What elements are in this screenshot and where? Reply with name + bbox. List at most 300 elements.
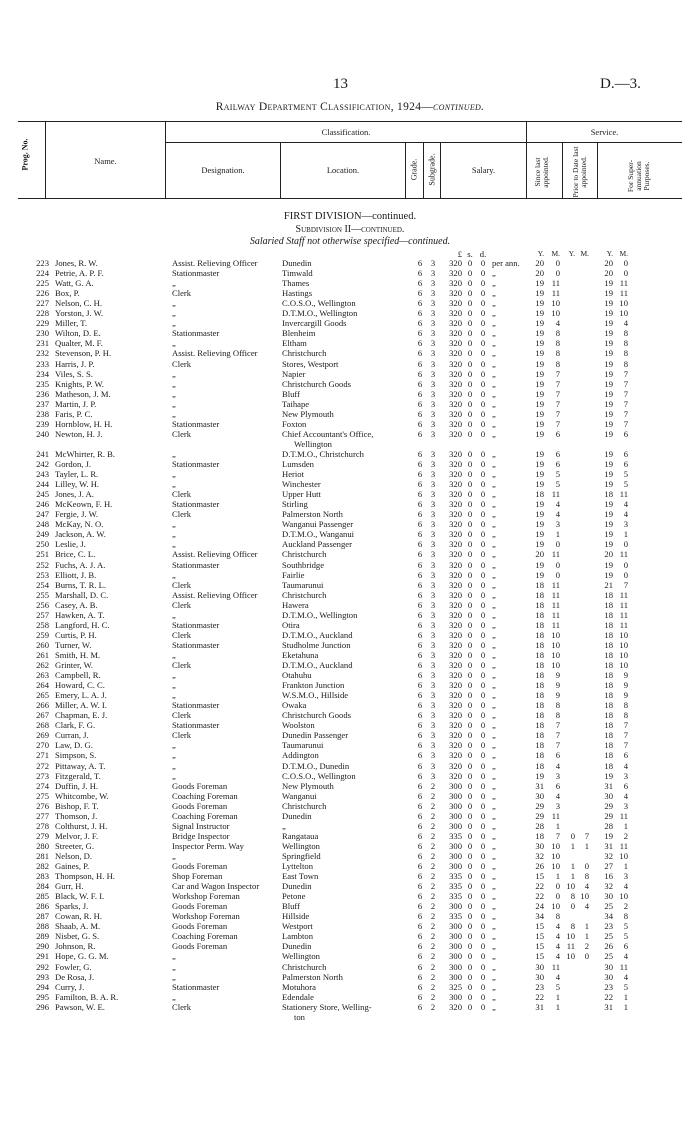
cell-salary-shillings: 0 bbox=[467, 760, 473, 771]
cell-since-years: 18 bbox=[535, 720, 544, 731]
cell-super-years: 19 bbox=[604, 388, 613, 399]
cell-location: Hastings bbox=[282, 288, 313, 299]
cell-prior-years: 1 bbox=[570, 861, 575, 871]
table-row bbox=[0, 640, 700, 650]
cell-super-years: 18 bbox=[604, 730, 613, 741]
cell-location: Thames bbox=[282, 278, 310, 289]
cell-since-years: 18 bbox=[535, 730, 544, 741]
cell-salary-pounds: 320 bbox=[449, 448, 462, 459]
cell-salary-pounds: 320 bbox=[449, 700, 462, 711]
cell-super-months: 6 bbox=[623, 459, 628, 469]
cell-subgrade: 2 bbox=[430, 951, 436, 962]
cell-subgrade: 3 bbox=[430, 539, 436, 550]
cell-location: Taumarunui bbox=[282, 579, 324, 590]
cell-subgrade: 3 bbox=[430, 559, 436, 570]
cell-subgrade: 2 bbox=[430, 921, 436, 932]
cell-prior-months: 4 bbox=[584, 901, 589, 912]
cell-salary-shillings: 0 bbox=[467, 629, 473, 640]
cell-super-months: 11 bbox=[619, 810, 628, 821]
cell-prog-no: 272 bbox=[36, 760, 49, 771]
cell-salary-pounds: 320 bbox=[449, 268, 462, 279]
cell-grade: 6 bbox=[417, 820, 423, 831]
cell-grade: 6 bbox=[417, 649, 423, 660]
cell-prior-months: 0 bbox=[584, 951, 589, 962]
cell-grade: 6 bbox=[417, 358, 423, 369]
cell-location: Winchester bbox=[282, 479, 321, 490]
cell-subgrade: 3 bbox=[430, 499, 436, 510]
cell-location: Dunedin bbox=[282, 258, 312, 268]
cell-salary-shillings: 0 bbox=[467, 710, 473, 721]
cell-name: Nelson, C. H. bbox=[55, 298, 103, 309]
cell-subgrade: 2 bbox=[430, 820, 436, 831]
cell-since-months: 11 bbox=[551, 288, 560, 299]
cell-location: Dunedin bbox=[282, 941, 312, 952]
cell-salary-period: „ bbox=[492, 549, 496, 560]
cell-grade: 6 bbox=[417, 760, 423, 771]
cell-since-months: 4 bbox=[555, 790, 560, 801]
cell-prior-years: 11 bbox=[566, 941, 575, 952]
cell-since-years: 19 bbox=[535, 469, 544, 480]
cell-subgrade: 3 bbox=[430, 479, 436, 490]
cell-salary-period: „ bbox=[492, 871, 496, 882]
cell-since-months: 4 bbox=[555, 921, 560, 932]
cell-name: Curry, J. bbox=[55, 981, 85, 992]
cell-name: McKay, N. O. bbox=[55, 519, 104, 530]
table-row bbox=[0, 941, 700, 951]
cell-grade: 6 bbox=[417, 288, 423, 299]
cell-designation: Clerk bbox=[172, 509, 192, 520]
cell-grade: 6 bbox=[417, 388, 423, 399]
cell-grade: 6 bbox=[417, 961, 423, 972]
cell-salary-shillings: 0 bbox=[467, 519, 473, 530]
cell-subgrade: 3 bbox=[430, 418, 436, 429]
cell-since-months: 7 bbox=[555, 720, 560, 731]
cell-subgrade: 3 bbox=[430, 690, 436, 701]
cell-super-years: 21 bbox=[604, 579, 613, 590]
cell-subgrade: 3 bbox=[430, 720, 436, 731]
cell-subgrade: 3 bbox=[430, 408, 436, 419]
cell-subgrade: 3 bbox=[430, 489, 436, 500]
cell-grade: 6 bbox=[417, 921, 423, 932]
cell-subgrade: 3 bbox=[430, 469, 436, 480]
cell-super-years: 31 bbox=[604, 1001, 613, 1012]
cell-location: Chief Accountant's Office, bbox=[282, 428, 374, 439]
cell-salary-pence: 0 bbox=[480, 670, 486, 681]
cell-location: Bluff bbox=[282, 901, 300, 912]
cell-salary-period: „ bbox=[492, 881, 496, 892]
table-row bbox=[0, 781, 700, 791]
table-row bbox=[0, 429, 700, 439]
cell-since-months: 5 bbox=[555, 479, 560, 490]
cell-prog-no: 283 bbox=[36, 871, 49, 882]
cell-salary-period: „ bbox=[492, 589, 496, 600]
cell-grade: 6 bbox=[417, 579, 423, 590]
cell-salary-shillings: 0 bbox=[467, 589, 473, 600]
cell-salary-period: „ bbox=[492, 559, 496, 570]
cell-designation: Stationmaster bbox=[172, 619, 220, 630]
cell-since-years: 18 bbox=[535, 619, 544, 630]
cell-salary-pounds: 320 bbox=[449, 388, 462, 399]
cell-super-months: 9 bbox=[623, 690, 628, 701]
cell-designation: Clerk bbox=[172, 629, 192, 640]
cell-salary-shillings: 0 bbox=[467, 398, 473, 409]
cell-since-years: 19 bbox=[535, 398, 544, 409]
cell-salary-period: „ bbox=[492, 278, 496, 289]
cell-super-years: 18 bbox=[604, 589, 613, 600]
cell-location: Eltham bbox=[282, 338, 307, 349]
cell-salary-pounds: 320 bbox=[449, 579, 462, 590]
cell-location: Christchurch bbox=[282, 589, 327, 600]
cell-prior-years: 10 bbox=[566, 931, 575, 942]
cell-super-months: 7 bbox=[623, 730, 628, 741]
cell-super-years: 19 bbox=[604, 358, 613, 369]
cell-prior-years: 10 bbox=[566, 881, 575, 892]
cell-subgrade: 3 bbox=[430, 358, 436, 369]
cell-salary-pounds: 320 bbox=[449, 348, 462, 359]
cell-super-months: 1 bbox=[623, 861, 628, 871]
cell-salary-pence: 0 bbox=[480, 579, 486, 590]
cell-prog-no: 274 bbox=[36, 780, 49, 791]
location-continuation: Wellington bbox=[294, 438, 332, 449]
cell-location: D.T.M.O., Dunedin bbox=[282, 760, 350, 771]
cell-salary-pounds: 320 bbox=[449, 690, 462, 701]
cell-salary-shillings: 0 bbox=[467, 569, 473, 580]
cell-grade: 6 bbox=[417, 599, 423, 610]
cell-name: Law, D. G. bbox=[55, 740, 93, 751]
unit-pence: d. bbox=[479, 249, 487, 259]
cell-location: Frankton Junction bbox=[282, 680, 345, 691]
cell-since-months: 11 bbox=[551, 589, 560, 600]
cell-location: Christchurch Goods bbox=[282, 378, 351, 389]
cell-salary-period: „ bbox=[492, 690, 496, 701]
cell-salary-pounds: 320 bbox=[449, 770, 462, 781]
cell-subgrade: 3 bbox=[430, 760, 436, 771]
cell-grade: 6 bbox=[417, 830, 423, 841]
cell-since-years: 18 bbox=[535, 700, 544, 711]
cell-designation: „ bbox=[172, 519, 176, 530]
cell-salary-pounds: 300 bbox=[449, 941, 462, 952]
cell-prog-no: 285 bbox=[36, 891, 49, 902]
cell-salary-pounds: 300 bbox=[449, 921, 462, 932]
cell-grade: 6 bbox=[417, 589, 423, 600]
cell-super-years: 19 bbox=[604, 378, 613, 389]
table-row bbox=[0, 710, 700, 720]
cell-location: D.T.M.O., Wellington bbox=[282, 308, 358, 319]
cell-since-months: 11 bbox=[551, 961, 560, 972]
cell-grade: 6 bbox=[417, 489, 423, 500]
cell-salary-pence: 0 bbox=[480, 629, 486, 640]
cell-designation: „ bbox=[172, 469, 176, 480]
cell-salary-pence: 0 bbox=[480, 358, 486, 369]
cell-designation: Stationmaster bbox=[172, 418, 220, 429]
cell-subgrade: 3 bbox=[430, 428, 436, 439]
cell-salary-period: „ bbox=[492, 911, 496, 922]
cell-salary-period: „ bbox=[492, 418, 496, 429]
cell-super-months: 0 bbox=[623, 539, 628, 550]
cell-prior-months: 1 bbox=[584, 931, 589, 942]
cell-since-years: 18 bbox=[535, 680, 544, 691]
cell-subgrade: 3 bbox=[430, 288, 436, 299]
cell-subgrade: 2 bbox=[430, 810, 436, 821]
cell-salary-pounds: 320 bbox=[449, 549, 462, 560]
cell-since-years: 19 bbox=[535, 408, 544, 419]
cell-salary-pounds: 320 bbox=[449, 619, 462, 630]
cell-salary-pence: 0 bbox=[480, 509, 486, 520]
cell-grade: 6 bbox=[417, 529, 423, 540]
table-row bbox=[0, 740, 700, 750]
cell-salary-shillings: 0 bbox=[467, 861, 473, 871]
table-row bbox=[0, 539, 700, 549]
cell-location: Stores, Westport bbox=[282, 358, 339, 369]
cell-grade: 6 bbox=[417, 539, 423, 550]
cell-designation: Goods Foreman bbox=[172, 921, 228, 932]
cell-super-years: 19 bbox=[604, 529, 613, 540]
cell-super-months: 10 bbox=[619, 850, 628, 861]
cell-salary-period: „ bbox=[492, 308, 496, 319]
cell-location: „ bbox=[282, 820, 286, 831]
cell-salary-pounds: 300 bbox=[449, 840, 462, 851]
cell-super-years: 19 bbox=[604, 569, 613, 580]
cell-salary-period: „ bbox=[492, 599, 496, 610]
cell-salary-pounds: 335 bbox=[449, 871, 462, 882]
cell-name: Martin, J. P. bbox=[55, 398, 97, 409]
cell-super-months: 6 bbox=[623, 428, 628, 439]
cell-salary-period: „ bbox=[492, 790, 496, 801]
cell-super-months: 3 bbox=[623, 800, 628, 811]
header-superannuation: For Super-annuation Purposes. bbox=[626, 159, 651, 193]
cell-designation: Stationmaster bbox=[172, 459, 220, 469]
cell-since-years: 18 bbox=[535, 760, 544, 771]
cell-super-months: 7 bbox=[623, 740, 628, 751]
cell-super-years: 19 bbox=[604, 338, 613, 349]
cell-salary-shillings: 0 bbox=[467, 891, 473, 902]
cell-location: Rangataua bbox=[282, 830, 319, 841]
cell-location: Petone bbox=[282, 891, 306, 902]
cell-since-months: 7 bbox=[555, 418, 560, 429]
cell-name: Jackson, A. W. bbox=[55, 529, 106, 540]
cell-salary-period: „ bbox=[492, 800, 496, 811]
cell-location: Woolston bbox=[282, 720, 315, 731]
cell-salary-shillings: 0 bbox=[467, 408, 473, 419]
cell-location: Timwald bbox=[282, 268, 313, 279]
cell-since-years: 31 bbox=[535, 780, 544, 791]
cell-designation: Stationmaster bbox=[172, 268, 220, 279]
cell-subgrade: 2 bbox=[430, 830, 436, 841]
cell-name: McKeown, F. H. bbox=[55, 499, 113, 510]
cell-salary-pence: 0 bbox=[480, 750, 486, 761]
cell-salary-pence: 0 bbox=[480, 840, 486, 851]
cell-salary-period: „ bbox=[492, 750, 496, 761]
cell-super-months: 11 bbox=[619, 599, 628, 610]
table-row bbox=[0, 389, 700, 399]
cell-location: Heriot bbox=[282, 469, 304, 480]
cell-prog-no: 294 bbox=[36, 981, 49, 992]
cell-designation: Goods Foreman bbox=[172, 901, 228, 912]
cell-name: Fergie, J. W. bbox=[55, 509, 99, 520]
cell-since-months: 0 bbox=[555, 268, 560, 279]
cell-prior-months: 7 bbox=[584, 830, 589, 841]
header-designation: Designation. bbox=[201, 165, 245, 175]
cell-salary-shillings: 0 bbox=[467, 539, 473, 550]
cell-salary-period: „ bbox=[492, 509, 496, 520]
cell-salary-shillings: 0 bbox=[467, 941, 473, 952]
cell-grade: 6 bbox=[417, 408, 423, 419]
cell-subgrade: 3 bbox=[430, 660, 436, 670]
cell-name: Hornblow, H. H. bbox=[55, 418, 113, 429]
cell-prog-no: 260 bbox=[36, 639, 49, 650]
table-row bbox=[0, 761, 700, 771]
table-row bbox=[0, 861, 700, 871]
cell-super-months: 7 bbox=[623, 388, 628, 399]
cell-salary-pounds: 300 bbox=[449, 951, 462, 962]
cell-subgrade: 3 bbox=[430, 710, 436, 721]
cell-since-years: 22 bbox=[535, 891, 544, 902]
cell-salary-pence: 0 bbox=[480, 609, 486, 620]
cell-since-months: 9 bbox=[555, 680, 560, 691]
cell-super-years: 18 bbox=[604, 489, 613, 500]
cell-super-years: 19 bbox=[604, 298, 613, 309]
cell-location: Owaka bbox=[282, 700, 307, 711]
cell-since-months: 11 bbox=[551, 489, 560, 500]
cell-since-years: 19 bbox=[535, 499, 544, 510]
table-row bbox=[0, 911, 700, 921]
cell-designation: „ bbox=[172, 649, 176, 660]
cell-designation: Stationmaster bbox=[172, 981, 220, 992]
cell-subgrade: 3 bbox=[430, 348, 436, 359]
cell-salary-pounds: 300 bbox=[449, 931, 462, 942]
cell-salary-pence: 0 bbox=[480, 961, 486, 972]
cell-since-months: 7 bbox=[555, 378, 560, 389]
cell-super-months: 5 bbox=[623, 931, 628, 942]
cell-subgrade: 3 bbox=[430, 649, 436, 660]
cell-prog-no: 270 bbox=[36, 740, 49, 751]
cell-prog-no: 236 bbox=[36, 388, 49, 399]
cell-grade: 6 bbox=[417, 328, 423, 339]
unit-years: Y. bbox=[606, 249, 613, 258]
cell-designation: Assist. Relieving Officer bbox=[172, 589, 258, 600]
cell-prog-no: 259 bbox=[36, 629, 49, 640]
cell-super-months: 4 bbox=[623, 951, 628, 962]
cell-salary-shillings: 0 bbox=[467, 700, 473, 711]
cell-name: Streeter, G. bbox=[55, 840, 95, 851]
cell-salary-period: „ bbox=[492, 720, 496, 731]
cell-designation: „ bbox=[172, 408, 176, 419]
cell-super-months: 7 bbox=[623, 579, 628, 590]
cell-name: Fuchs, A. J. A. bbox=[55, 559, 106, 570]
cell-location: Taumarunui bbox=[282, 740, 324, 751]
cell-super-years: 19 bbox=[604, 398, 613, 409]
cell-super-years: 19 bbox=[604, 418, 613, 429]
cell-grade: 6 bbox=[417, 318, 423, 329]
cell-name: Familton, B. A. R. bbox=[55, 991, 119, 1002]
cell-since-months: 6 bbox=[555, 428, 560, 439]
cell-super-years: 19 bbox=[604, 448, 613, 459]
cell-location: Westport bbox=[282, 921, 313, 932]
cell-salary-shillings: 0 bbox=[467, 378, 473, 389]
cell-grade: 6 bbox=[417, 931, 423, 942]
table-row bbox=[0, 499, 700, 509]
cell-designation: Shop Foreman bbox=[172, 871, 223, 882]
cell-subgrade: 2 bbox=[430, 911, 436, 922]
cell-designation: „ bbox=[172, 750, 176, 761]
cell-name: Nelson, D. bbox=[55, 850, 92, 861]
cell-location: Fairlie bbox=[282, 569, 305, 580]
cell-since-years: 19 bbox=[535, 509, 544, 520]
cell-super-years: 19 bbox=[604, 479, 613, 490]
cell-grade: 6 bbox=[417, 670, 423, 681]
cell-salary-shillings: 0 bbox=[467, 850, 473, 861]
cell-super-years: 28 bbox=[604, 820, 613, 831]
cell-location: Wanganui Passenger bbox=[282, 519, 354, 530]
cell-name: Turner, W. bbox=[55, 639, 92, 650]
cell-since-months: 6 bbox=[555, 448, 560, 459]
cell-prog-no: 237 bbox=[36, 398, 49, 409]
cell-prog-no: 258 bbox=[36, 619, 49, 630]
cell-name: Harris, J. P. bbox=[55, 358, 95, 369]
cell-prog-no: 284 bbox=[36, 881, 49, 892]
table-row bbox=[0, 881, 700, 891]
cell-grade: 6 bbox=[417, 680, 423, 691]
cell-super-years: 19 bbox=[604, 288, 613, 299]
cell-subgrade: 3 bbox=[430, 740, 436, 751]
cell-prior-years: 0 bbox=[570, 830, 575, 841]
cell-super-months: 4 bbox=[623, 971, 628, 982]
cell-name: Pittaway, A. T. bbox=[55, 760, 106, 771]
cell-since-months: 11 bbox=[551, 599, 560, 610]
cell-name: Box, P. bbox=[55, 288, 80, 299]
cell-salary-period: „ bbox=[492, 820, 496, 831]
cell-super-years: 30 bbox=[604, 790, 613, 801]
unit-months: M. bbox=[619, 249, 628, 258]
cell-salary-period: „ bbox=[492, 358, 496, 369]
cell-grade: 6 bbox=[417, 348, 423, 359]
cell-since-months: 10 bbox=[551, 629, 560, 640]
cell-salary-pence: 0 bbox=[480, 881, 486, 892]
cell-salary-pence: 0 bbox=[480, 730, 486, 741]
cell-super-years: 32 bbox=[604, 881, 613, 892]
cell-salary-pounds: 335 bbox=[449, 881, 462, 892]
cell-salary-pence: 0 bbox=[480, 348, 486, 359]
table-row bbox=[0, 871, 700, 881]
cell-salary-pence: 0 bbox=[480, 448, 486, 459]
cell-prog-no: 291 bbox=[36, 951, 49, 962]
cell-name: Petrie, A. P. F. bbox=[55, 268, 104, 279]
cell-name: Nisbet, G. S. bbox=[55, 931, 100, 942]
cell-designation: Clerk bbox=[172, 730, 192, 741]
cell-since-years: 20 bbox=[535, 268, 544, 279]
cell-name: McWhirter, R. B. bbox=[55, 448, 116, 459]
cell-since-years: 29 bbox=[535, 810, 544, 821]
cell-name: De Rosa, J. bbox=[55, 971, 95, 982]
cell-since-years: 20 bbox=[535, 549, 544, 560]
cell-salary-pounds: 320 bbox=[449, 408, 462, 419]
cell-salary-shillings: 0 bbox=[467, 830, 473, 841]
cell-location: Southbridge bbox=[282, 559, 325, 570]
cell-since-years: 34 bbox=[535, 911, 544, 922]
cell-salary-period: „ bbox=[492, 318, 496, 329]
cell-super-years: 18 bbox=[604, 740, 613, 751]
cell-grade: 6 bbox=[417, 780, 423, 791]
cell-super-months: 11 bbox=[619, 278, 628, 289]
cell-subgrade: 3 bbox=[430, 258, 436, 268]
cell-prog-no: 290 bbox=[36, 941, 49, 952]
cell-super-months: 11 bbox=[619, 489, 628, 500]
cell-location: Dunedin Passenger bbox=[282, 730, 349, 741]
cell-location: Upper Hutt bbox=[282, 489, 321, 500]
cell-salary-period: „ bbox=[492, 378, 496, 389]
cell-name: Wilton, D. E. bbox=[55, 328, 101, 339]
table-row bbox=[0, 801, 700, 811]
